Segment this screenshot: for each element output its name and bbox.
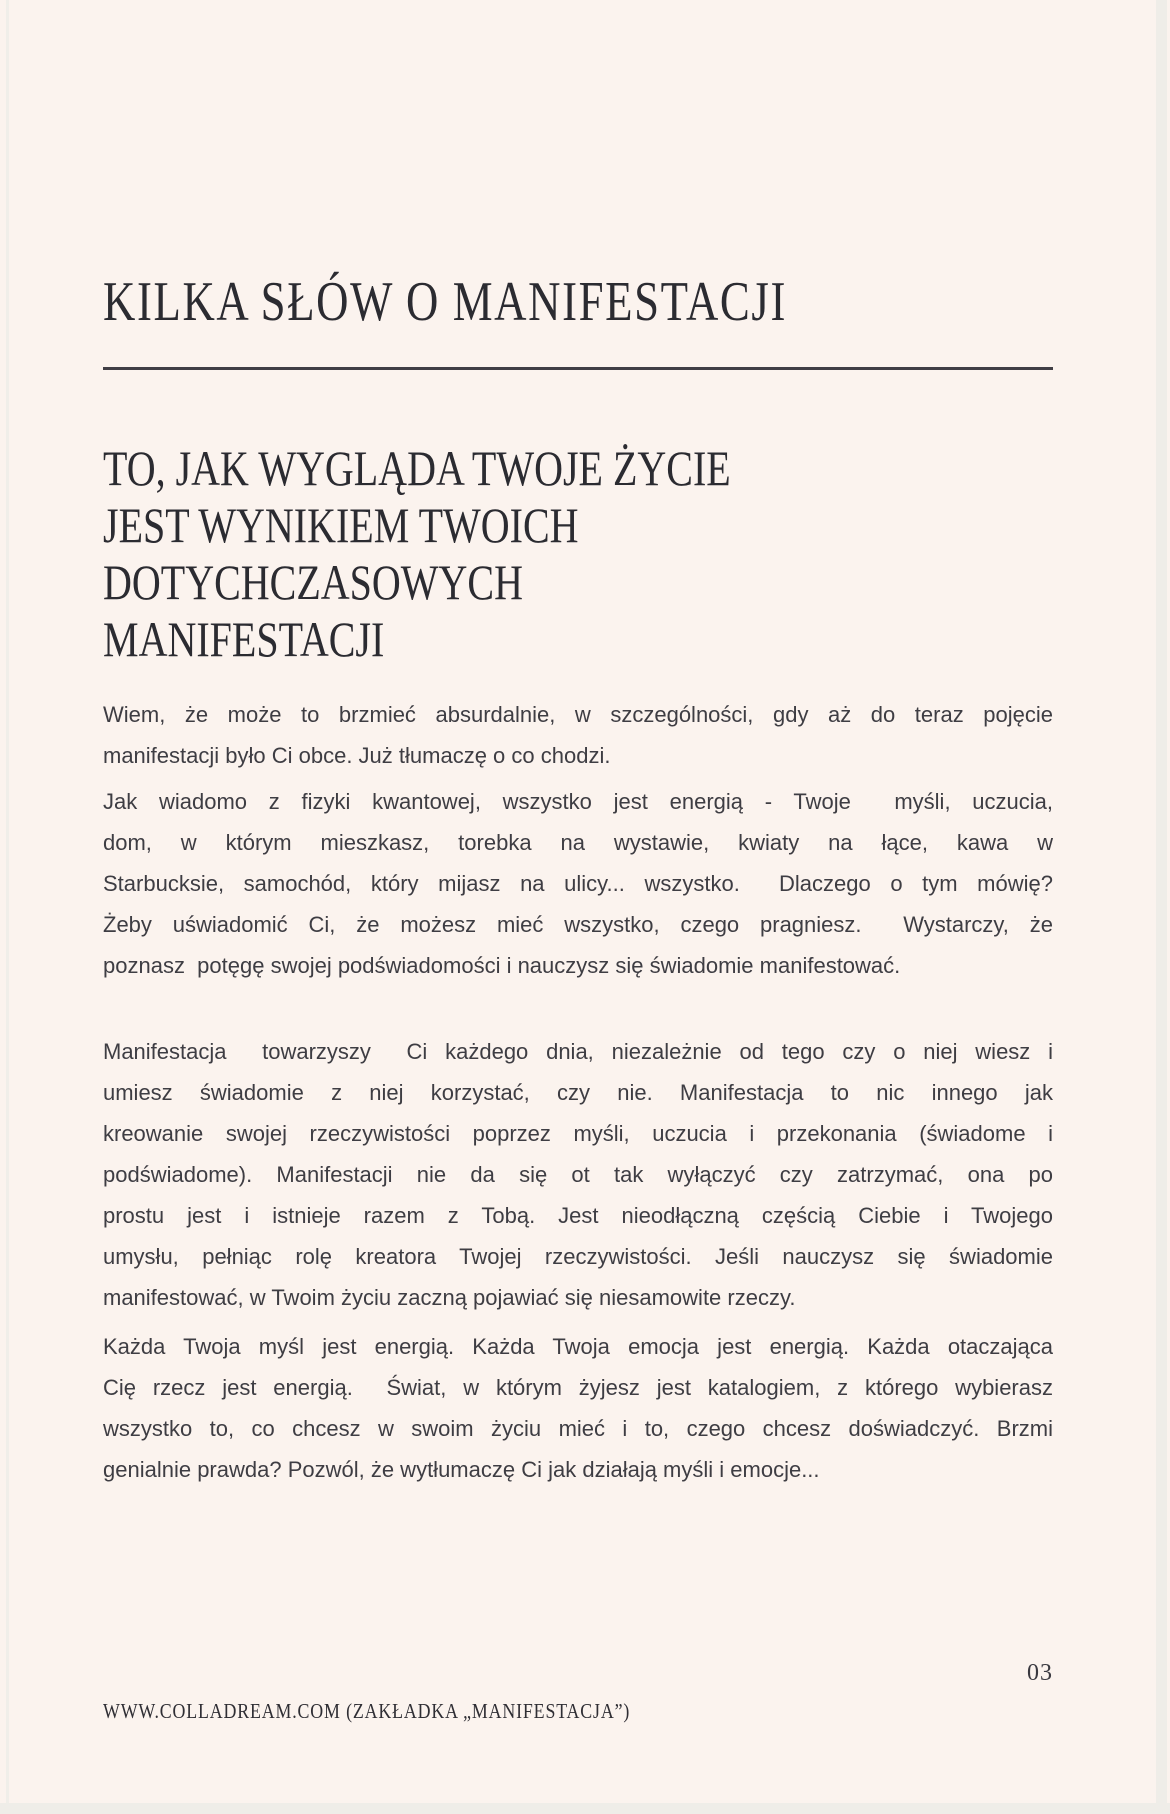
section-subtitle: TO, JAK WYGLĄDA TWOJE ŻYCIE JEST WYNIKIEM TWOICH DOTYCHCZASOWYCH MANIFESTACJI xyxy=(103,439,731,667)
title-divider-rule xyxy=(103,367,1053,370)
paragraph-quantum-energy: Jak wiadomo z fizyki kwantowej, wszystko jest energią - Twoje myśli, uczucia, dom, w którym mieszkasz, torebka na wystawie, kwiaty na łące, kawa w Starbucksie, samochód, który mijasz na ulicy... wszystko. Dlaczego o tym mówię? Żeby uświadomić Ci, że możesz mieć wszystko, czego pragniesz. Wystarczy, że poznasz potęgę swojej podświadomości i nauczysz się świadomie manifestować. xyxy=(103,789,1053,978)
page-title: KILKA SŁÓW O MANIFESTACJI xyxy=(103,270,787,333)
page-edge-left xyxy=(6,0,9,1814)
page-edge-right xyxy=(1156,0,1167,1814)
footer-website: WWW.COLLADREAM.COM (ZAKŁADKA „MANIFESTACJA”) xyxy=(103,1699,631,1723)
paragraph-intro: Wiem, że może to brzmieć absurdalnie, w szczególności, gdy aż do teraz pojęcie manifestacji było Ci obce. Już tłumaczę o co chodzi. xyxy=(103,702,1053,768)
paragraph-energy-catalog: Każda Twoja myśl jest energią. Każda Twoja emocja jest energią. Każda otaczająca Cię rzecz jest energią. Świat, w którym żyjesz jest katalogiem, z którego wybierasz wszystko to, co chcesz w swoim życiu mieć i to, czego chcesz doświadczyć. Brzmi genialnie prawda? Pozwól, że wytłumaczę Ci jak działają myśli i emocje... xyxy=(103,1334,1053,1482)
page-number: 03 xyxy=(1027,1660,1053,1686)
page-edge-bottom xyxy=(0,1803,1170,1814)
paragraph-manifestation-daily: Manifestacja towarzyszy Ci każdego dnia, niezależnie od tego czy o niej wiesz i umiesz świadomie z niej korzystać, czy nie. Manifestacja to nic innego jak kreowanie swojej rzeczywistości poprzez myśli, uczucia i przekonania (świadome i podświadome). Manifestacji nie da się ot tak wyłączyć czy zatrzymać, ona po prostu jest i istnieje razem z Tobą. Jest nieodłączną częścią Ciebie i Twojego umysłu, pełniąc rolę kreatora Twojej rzeczywistości. Jeśli nauczysz się świadomie manifestować, w Twoim życiu zaczną pojawiać się niesamowite rzeczy. xyxy=(103,1039,1053,1310)
